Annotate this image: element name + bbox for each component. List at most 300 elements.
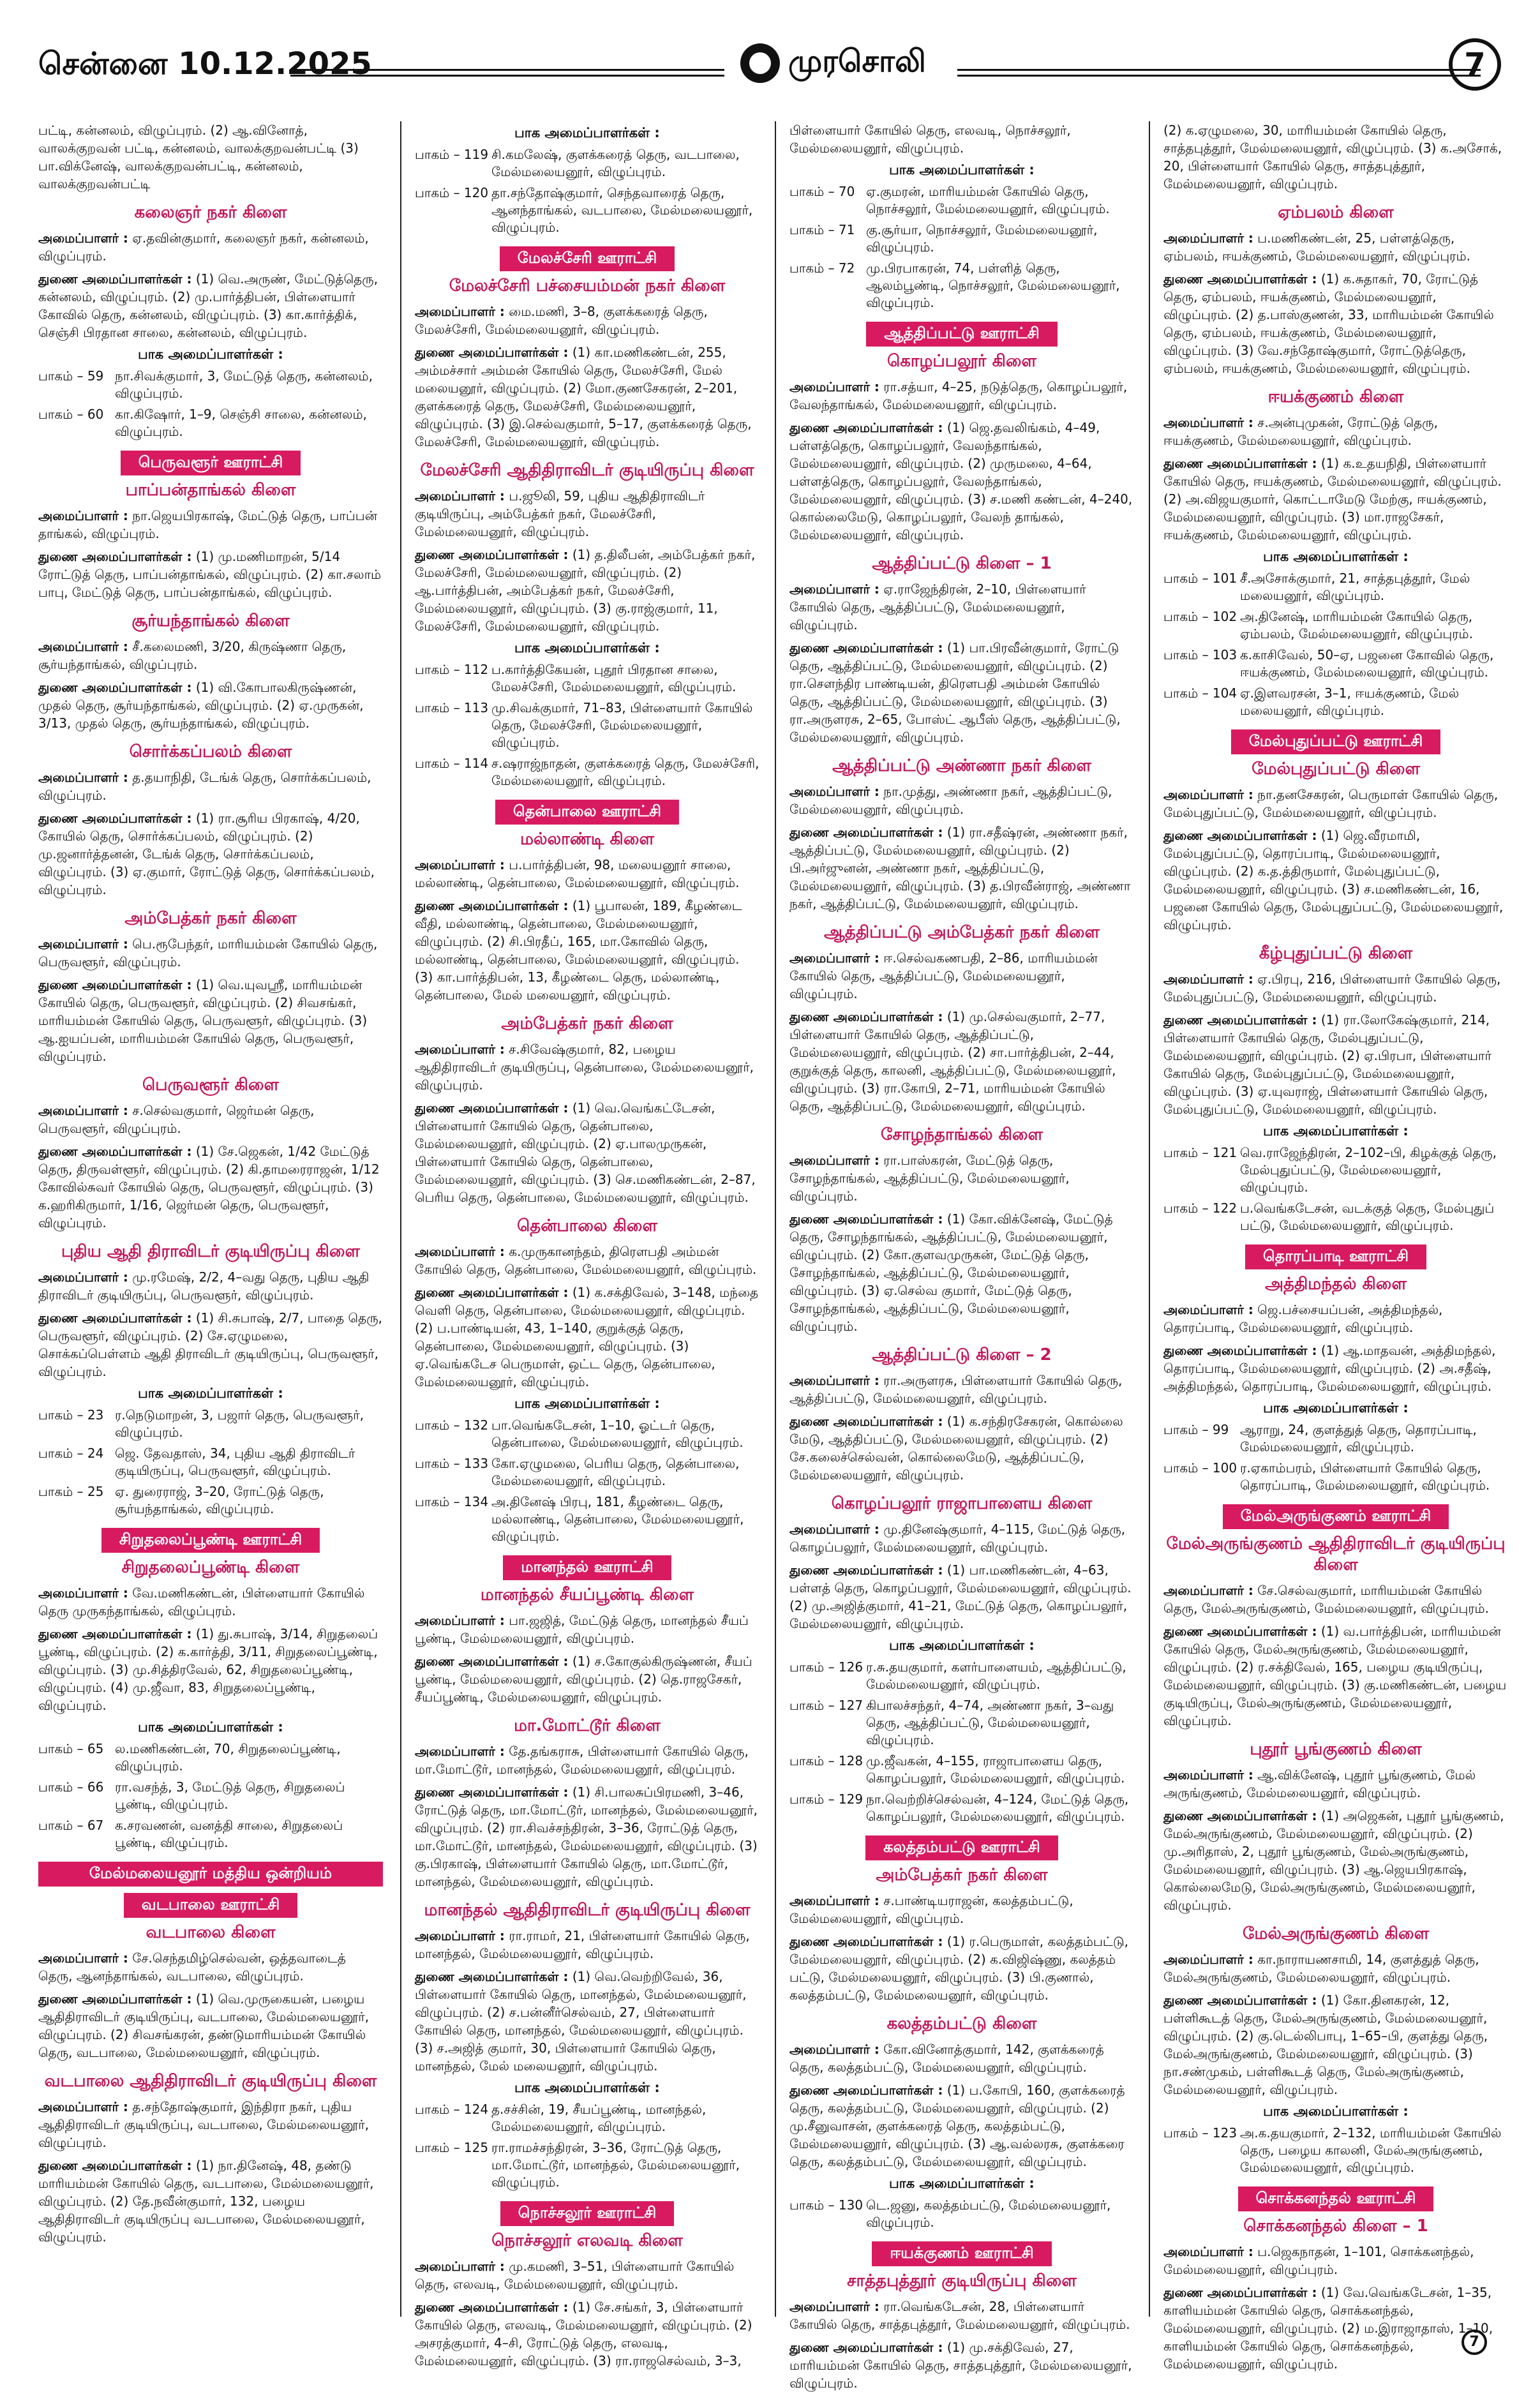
booth-address: தா.சந்தோஷ்குமார், செந்தவாரைத் தெரு, ஆனந்தாங்கல், வடபாலை, மேல்மலையனூர், விழுப்புரம். — [491, 185, 753, 235]
branch-title: மல்லாண்டி கிளை — [520, 830, 654, 849]
booth-number: பாகம் – 66 — [38, 1779, 104, 1795]
booth-row — [415, 2101, 759, 2135]
continued-text: பட்டி, கன்னலம், விழுப்புரம். (2) ஆ.வினோத், வாலக்குறவன் பட்டி, கன்னலம், வாலக்குறவன்பட்டி (3) பா.விக்னேஷ், வாலக்குறவன்பட்டி, கன்னலம், வாலக்குறவன்பட்டி — [38, 123, 359, 191]
branch-title: ஆத்திப்பட்டு அண்ணா நகர் கிளை — [832, 756, 1091, 775]
column-divider — [400, 121, 401, 2317]
booth-address: மு.ஜீவகன், 4–155, ராஜாபாளைய தெரு, கொழப்பலூர், மேல்மலையனூர், விழுப்புரம். — [866, 1753, 1125, 1786]
branch-section — [38, 121, 383, 193]
deputy-entry — [1163, 826, 1508, 934]
organizer-entry — [789, 580, 1134, 634]
organizer-label: அமைப்பாளர் : — [1163, 230, 1253, 246]
deputies-text: (1) சி.பாலசுப்பிரமணி, 3–46, ரோட்டுத் தெரு, மா.மோட்டூர், மானந்தல், மேல்மலையனூர், விழுப்புரம். (2) ரா.சிவச்சந்திரன், 3–36, ரோட்டுத் தெரு, மா.மோட்டூர், மானந்தல், மேல்மலையனூர், விழுப்புரம். (3) கு.பிரகாஷ், பிள்ளையார் கோயில் தெரு, மா.மோட்டூர், மானந்தல், மேல்மலையனூர், விழுப்புரம். — [415, 1784, 758, 1889]
booth-row — [789, 221, 1134, 256]
branch-title: அம்பேத்கர் நகர் கிளை — [124, 909, 297, 928]
deputies-label: துணை அமைப்பாளர்கள் : — [38, 1626, 192, 1641]
deputies-label: துணை அமைப்பாளர்கள் : — [1163, 456, 1317, 471]
deputies-text: (1) கோ.விக்னேஷ், மேட்டுத் தெரு, சோழந்தாங்கல், ஆத்திப்பட்டு, மேல்மலையனூர், விழுப்புரம். (2) கோ.குளவமுருகன், மேட்டுத் தெரு, சோழந்தாங்கல், ஆத்திப்பட்டு, மேல்மலையனூர், விழுப்புரம். (3) ஏ.செல்வ குமார், மேட்டுத் தெரு, சோழந்தாங்கல், ஆத்திப்பட்டு, மேல்மலையனூர், விழுப்புரம். — [789, 1211, 1113, 1334]
booth-number: பாகம் – 72 — [789, 260, 855, 276]
branch-title: மேலச்சேரி ஆதிதிராவிடர் குடியிருப்பு கிளை — [420, 461, 754, 480]
panchayat-banner: ஈயக்குணம் ஊராட்சி — [872, 2241, 1051, 2266]
organizer-label: அமைப்பாளர் : — [415, 1613, 505, 1628]
booth-number: பாகம் – 134 — [415, 1494, 489, 1509]
organizer-label: அமைப்பாளர் : — [38, 770, 128, 785]
deputies-text: (1) ர.பெருமாள், கலத்தம்பட்டு, மேல்மலையனூர், விழுப்புரம். (2) க.விஜிஷ்ணு, கலத்தம் பட்டு, மேல்மலையனூர், விழுப்புரம். (3) பி.குணால், கலத்தம்பட்டு, மேல்மலையனூர், விழுப்புரம். — [789, 1934, 1129, 2003]
organizer-text: ரா.பாஸ்கரன், மேட்டுத் தெரு, சோழந்தாங்கல், ஆத்திப்பட்டு, மேல்மலையனூர், விழுப்புரம். — [789, 1153, 1070, 1204]
branch-section — [415, 2201, 759, 2370]
organizer-label: அமைப்பாளர் : — [38, 230, 128, 246]
booth-row — [38, 1740, 383, 1775]
deputies-text: (1) வே.வெங்கடேசன், 1–35, காளியம்மன் கோயில் தெரு, சொக்கனந்தல், மேல்மலையனூர், விழுப்புரம். (2) ம.இராஜாதாஸ், 1–10, காளியம்மன் கோயில் தெரு, சொக்கனந்தல், மேல்மலையனூர், விழுப்புரம். — [1163, 2285, 1493, 2372]
organizer-label: அமைப்பாளர் : — [1163, 415, 1253, 430]
deputies-text: (1) சே.ஜெகன், 1/42 மேட்டுத் தெரு, திருவள்ளூர், விழுப்புரம். (2) கி.தாமரைராஜன், 1/12 கோவில்சுவர் கோயில் தெரு, பெருவளூர், விழுப்புரம். (3) க.ஹரிகிருமார், 1/16, ஜெர்மன் தெரு, பெருவளூர், விழுப்புரம். — [38, 1144, 380, 1230]
organizer-entry — [415, 1243, 759, 1278]
organizer-text: த.சந்தோஷ்குமார், இந்திரா நகர், புதிய ஆதிதிராவிடர் குடியிருப்பு, வடபாலை, மேல்மலையனூர், விழுப்புரம். — [38, 2099, 370, 2150]
booth-row — [1163, 1421, 1508, 1456]
branch-title: மேலச்சேரி பச்சையம்மன் நகர் கிளை — [449, 276, 726, 295]
deputies-text: (1) நா.தினேஷ், 48, தண்டு மாரியம்மன் கோயில் தெரு, வடபாலை, மேல்மலையனூர், விழுப்புரம். (2) தே.நவீன்குமார், 132, பழைய ஆதிதிராவிடர் குடியிருப்பு வடபாலை, மேல்மலையனூர், விழுப்புரம். — [38, 2158, 374, 2245]
organizer-label: அமைப்பாளர் : — [415, 857, 505, 872]
booth-row — [789, 183, 1134, 218]
booth-row — [38, 368, 383, 402]
booth-number: பாகம் – 130 — [789, 2197, 863, 2213]
organizer-entry — [789, 1892, 1134, 1927]
deputies-text: (1) ஜெ.தவலிங்கம், 4–49, பள்ளத்தெரு, கொழப்பலூர், வேலந்தாங்கல், மேல்மலையனூர், விழுப்புரம். (2) முருமலை, 4–64, பள்ளத்தெரு, கொழப்பலூர், வேலந்தாங்கல், மேல்மலையனூர், விழுப்புரம். (3) ச.மணி கண்டன், 4–240, கொல்லைமேடு, கொழப்பலூர், வேலந் தாங்கல், மேல்மலையனூர், விழுப்புரம். — [789, 420, 1133, 542]
organizer-text: நா.ஜெயபிரகாஷ், மேட்டுத் தெரு, பாப்பன் தாங்கல், விழுப்புரம். — [38, 508, 378, 541]
deputy-entry — [789, 1561, 1134, 1633]
organizer-entry — [1163, 229, 1508, 265]
booth-heading: பாக அமைப்பாளர்கள் : — [1263, 2104, 1409, 2119]
panchayat-banner: வடபாலை ஊராட்சி — [124, 1893, 298, 1918]
deputy-entry — [415, 343, 759, 451]
organizer-label: அமைப்பாளர் : — [415, 488, 505, 504]
branch-section — [38, 203, 383, 440]
deputies-label: துணை அமைப்பாளர்கள் : — [38, 1991, 192, 2007]
branch-title: மா.மோட்டூர் கிளை — [514, 1716, 661, 1735]
organizer-text: கா.நாராயணசாமி, 14, குளத்துத் தெரு, மேல்அருங்குணம், மேல்மலையனூர், விழுப்புரம். — [1163, 1952, 1479, 1985]
organizer-label: அமைப்பாளர் : — [1163, 1952, 1253, 1967]
deputy-entry — [1163, 1807, 1508, 1914]
booth-heading: பாக அமைப்பாளர்கள் : — [1263, 549, 1409, 564]
branch-section — [789, 1835, 1134, 2004]
organizer-text: ஏ.ராஜேந்திரன், 2–10, பிள்ளையார் கோயில் தெரு, ஆத்திப்பட்டு, மேல்மலையனூர், விழுப்புரம். — [789, 581, 1086, 632]
booth-address: ரா.வசந்த், 3, மேட்டுத் தெரு, சிறுதலைப் பூண்டி, விழுப்புரம். — [115, 1779, 345, 1812]
organizer-entry — [1163, 414, 1508, 449]
column-4 — [1163, 121, 1508, 2372]
organizer-label: அமைப்பாளர் : — [789, 2042, 879, 2057]
branch-section — [789, 923, 1134, 1115]
booth-number: பாகம் – 103 — [1163, 647, 1237, 662]
organizer-text: ஏ.பிரபு, 216, பிள்ளையார் கோயில் தெரு, மேல்புதுப்பட்டு, மேல்மலையனூர், விழுப்புரம். — [1163, 971, 1501, 1005]
organizer-label: அமைப்பாளர் : — [38, 508, 128, 523]
column-divider — [1149, 121, 1150, 2317]
organizer-entry — [1163, 2243, 1508, 2278]
organizer-entry — [415, 1742, 759, 1778]
deputy-entry — [38, 1990, 383, 2061]
organizer-label: அமைப்பாளர் : — [415, 304, 505, 319]
branch-title: அத்திமந்தல் கிளை — [1265, 1274, 1407, 1294]
column-divider — [775, 121, 776, 2317]
booth-number: பாகம் – 102 — [1163, 609, 1237, 624]
branch-title: மானந்தல் ஆதிதிராவிடர் குடியிருப்பு கிளை — [424, 1901, 751, 1920]
branch-title: கொழப்பலூர் கிளை — [887, 352, 1036, 371]
booth-number: பாகம் – 121 — [1163, 1145, 1237, 1160]
booth-address: ஆராறு, 24, குளத்துத் தெரு, தொரப்பாடி, மேல்மலையனூர், விழுப்புரம். — [1240, 1422, 1477, 1454]
deputies-text: (1) மு.செல்வகுமார், 2–77, பிள்ளையார் கோயில் தெரு, ஆத்திப்பட்டு, மேல்மலையனூர், விழுப்புரம். (2) சா.பார்த்திபன், 2–44, குறுக்குத் தெரு, காலனி, ஆத்திப்பட்டு, மேல்மலையனூர், விழுப்புரம். (3) ரா.கோபி, 2–71, மாரியம்மன் கோயில் தெரு, ஆத்திப்பட்டு, மேல்மலையனூர், விழுப்புரம். — [789, 1009, 1116, 1114]
rising-sun-logo-icon — [740, 43, 780, 83]
panchayat-banner: மேல்அருங்குணம் ஊராட்சி — [1223, 1504, 1449, 1529]
booth-number: பாகம் – 59 — [38, 368, 104, 384]
branch-section — [38, 1242, 383, 1518]
deputies-text: (1) பா.பிரவீன்குமார், ரோட்டு தெரு, ஆத்திப்பட்டு, மேல்மலையனூர், விழுப்புரம். (2) ரா.சௌந்திர பாண்டியன், திரௌபதி அம்மன் கோயில் தெரு, ஆத்திப்பட்டு, மேல்மலையனூர், விழுப்புரம். (3) ரா.அருளரசு, 2–65, போஸ்ட் ஆபீஸ் தெரு, ஆத்திப்பட்டு, மேல்மலையனூர், விழுப்புரம். — [789, 640, 1121, 745]
masthead — [38, 38, 1500, 108]
branch-title: வடபாலை ஆதிதிராவிடர் குடியிருப்பு கிளை — [44, 2072, 377, 2091]
branch-section — [38, 611, 383, 732]
booth-address: மு.சிவக்குமார், 71–83, பிள்ளையார் கோயில் தெரு, மேலச்சேரி, மேல்மலையனூர், விழுப்புரம். — [491, 700, 753, 750]
booth-row — [1163, 1144, 1508, 1196]
deputies-label: துணை அமைப்பாளர்கள் : — [789, 640, 943, 655]
organizer-text: தே.தங்கராசு, பிள்ளையார் கோயில் தெரு, மா.மோட்டூர், மானந்தல், மேல்மலையனூர், விழுப்புரம். — [415, 1744, 749, 1777]
deputies-text: (1) க.சுதாகர், 70, ரோட்டுத் தெரு, ஏம்பலம், ஈயக்குணம், மேல்மலையனூர், விழுப்புரம். (2) த.பாஸ்குணன், 33, மாரியம்மன் கோயில் தெரு, ஏம்பலம், ஈயக்குணம், மேல்மலையனூர், விழுப்புரம். (3) வே.சந்தோஷ்குமார், ரோட்டுத்தெரு, ஏம்பலம், ஈயக்குணம், மேல்மலையனூர், விழுப்புரம். — [1163, 271, 1494, 376]
booth-address: த.சச்சின், 19, சீயப்பூண்டி, மானந்தல், மேல்மலையனூர், விழுப்புரம். — [491, 2102, 706, 2134]
organizer-label: அமைப்பாளர் : — [789, 379, 879, 394]
booth-address: சீ.அசோக்குமார், 21, சாத்தபுத்தூர், மேல் மலையனூர், விழுப்புரம். — [1240, 571, 1470, 603]
booth-row — [1163, 1200, 1508, 1234]
booth-row — [38, 1779, 383, 1813]
booth-row — [789, 1659, 1134, 1693]
booth-row — [415, 184, 759, 236]
panchayat-banner: கலத்தம்பட்டு ஊராட்சி — [865, 1835, 1058, 1860]
deputy-entry — [1163, 1991, 1508, 2098]
deputies-label: துணை அமைப்பாளர்கள் : — [415, 1654, 569, 1669]
organizer-label: அமைப்பாளர் : — [789, 581, 879, 597]
deputies-text: (1) க.சக்திவேல், 3–148, மந்தை வெளி தெரு, தென்பாலை, மேல்மலையனூர், விழுப்புரம். (2) ப.பாண்டியன், 43, 1–140, குறுக்குத் தெரு, தென்பாலை, மேல்மலையனூர், விழுப்புரம். (3) ஏ.வெங்கடேச பெருமாள், ஒட்ட தெரு, தென்பாலை, மேல்மலையனூர், விழுப்புரம். — [415, 1285, 759, 1389]
branch-title: ஆத்திப்பட்டு கிளை – 1 — [872, 554, 1052, 573]
deputies-label: துணை அமைப்பாளர்கள் : — [38, 1144, 192, 1159]
organizer-entry — [38, 2098, 383, 2151]
deputies-label: துணை அமைப்பாளர்கள் : — [1163, 1624, 1317, 1639]
organizer-entry — [415, 2257, 759, 2293]
deputies-label: துணை அமைப்பாளர்கள் : — [789, 1211, 943, 1227]
branch-section — [1163, 944, 1508, 1234]
deputies-label: துணை அமைப்பாளர்கள் : — [789, 1934, 943, 1949]
deputies-label: துணை அமைப்பாளர்கள் : — [1163, 1808, 1317, 1823]
booth-number: பாகம் – 24 — [38, 1446, 104, 1461]
booth-address: கா.கிஷோர், 1–9, செஞ்சி சாலை, கன்னலம், விழுப்புரம். — [115, 407, 367, 439]
booth-number: பாகம் – 70 — [789, 184, 855, 199]
booth-row — [789, 1753, 1134, 1787]
deputies-label: துணை அமைப்பாளர்கள் : — [38, 271, 192, 287]
booth-row — [415, 1493, 759, 1545]
booth-address: ர.நெடுமாறன், 3, பஜார் தெரு, பெருவளூர், விழுப்புரம். — [115, 1407, 364, 1440]
organizer-entry — [38, 638, 383, 673]
organizer-text: ரா.ராமர், 21, பிள்ளையார் கோயில் தெரு, மானந்தல், மேல்மலையனூர், விழுப்புரம். — [415, 1928, 750, 1961]
masthead-rule-right — [957, 69, 1481, 77]
footer-page-number: 7 — [1462, 2329, 1487, 2355]
branch-section — [1163, 1504, 1508, 1730]
panchayat-banner: தொரப்பாடி ஊராட்சி — [1245, 1245, 1426, 1269]
branch-section — [1163, 387, 1508, 719]
deputy-entry — [1163, 1342, 1508, 1395]
panchayat-banner: மேலச்சேரி ஊராட்சி — [500, 246, 675, 271]
organizer-label: அமைப்பாளர் : — [415, 1042, 505, 1057]
deputies-label: துணை அமைப்பாளர்கள் : — [38, 1310, 192, 1326]
deputy-entry — [38, 976, 383, 1065]
branch-title: சிறுதலைப்பூண்டி கிளை — [121, 1558, 300, 1577]
deputies-text: (1) சி.சுபாஷ், 2/7, பாதை தெரு, பெருவளூர், விழுப்புரம். (2) சே.ஏழுமலை, சொக்கப்பெள்ளம் ஆதி திராவிடர் குடியிருப்பு, பெருவளூர், விழுப்புரம். — [38, 1310, 383, 1379]
organizer-text: ப.ஜெகநாதன், 1–101, சொக்கனந்தல், மேல்மலையனூர், விழுப்புரம். — [1163, 2244, 1474, 2277]
booth-row — [789, 260, 1134, 311]
issue-date: சென்னை 10.12.2025 — [38, 46, 372, 82]
organizer-entry — [415, 1040, 759, 1094]
deputies-text: (1) வெ.அருண், மேட்டுத்தெரு, கன்னலம், விழுப்புரம். (2) மு.பார்த்திபன், பிள்ளையார் கோவில் தெரு, கன்னலம், விழுப்புரம். (3) கா.கார்த்திக், செஞ்சி பிரதான சாலை, கன்னலம், விழுப்புரம். — [38, 271, 378, 340]
column-1 — [38, 121, 383, 2323]
deputies-text: (1) வெ.யுவஸ்ரீ, மாரியம்மன் கோயில் தெரு, பெருவளூர், விழுப்புரம். (2) சிவசங்கர், மாரியம்மன் கோயில் தெரு, பெருவளூர், விழுப்புரம். (3) ஆ.ஐயப்பன், மாரியம்மன் கோயில் தெரு, பெருவளூர், விழுப்புரம். — [38, 977, 368, 1064]
deputies-label: துணை அமைப்பாளர்கள் : — [1163, 1343, 1317, 1358]
booth-row — [415, 1417, 759, 1451]
organizer-label: அமைப்பாளர் : — [38, 1269, 128, 1285]
organizer-entry — [1163, 970, 1508, 1006]
booth-heading: பாக அமைப்பாளர்கள் : — [889, 1638, 1035, 1653]
deputies-text: (1) க.உதயநிதி, பிள்ளையார் கோயில் தெரு, ஈயக்குணம், மேல்மலையனூர், விழுப்புரம். (2) அ.விஜயகுமார், கொட்டாமேடு மேற்கு, ஈயக்குணம், மேல்மலையனூர், விழுப்புரம். (3) மா.ராஜசேகர், ஈயக்குணம், மேல்மலையனூர், விழுப்புரம். — [1163, 456, 1502, 542]
booth-row — [789, 2197, 1134, 2231]
organizer-entry — [1163, 1950, 1508, 1986]
branch-section — [789, 322, 1134, 544]
organizer-label: அமைப்பாளர் : — [789, 1153, 879, 1168]
organizer-text: சே.செல்வகுமார், மாரியம்மன் கோயில் தெரு, மேல்அருங்குணம், மேல்மலையனூர், விழுப்புரம். — [1163, 1583, 1489, 1616]
deputies-label: துணை அமைப்பாளர்கள் : — [38, 2158, 192, 2173]
booth-heading: பாக அமைப்பாளர்கள் : — [138, 1386, 283, 1401]
organizer-label: அமைப்பாளர் : — [789, 950, 879, 966]
deputies-text: (1) ஆ.மாதவன், அத்திமந்தல், தொரப்பாடி, மேல்மலையனூர், விழுப்புரம். (2) அ.சதீஷ், அத்திமந்தல், தொரப்பாடி, மேல்மலையனூர், விழுப்புரம். — [1163, 1343, 1496, 1394]
deputies-label: துணை அமைப்பாளர்கள் : — [415, 345, 569, 360]
deputy-entry — [789, 2081, 1134, 2171]
deputies-label: துணை அமைப்பாளர்கள் : — [789, 825, 943, 840]
organizer-entry — [789, 1520, 1134, 1556]
booth-address: ஏ. துரைராஜ், 3–20, ரோட்டுத் தெரு, சூர்யந்தாங்கல், விழுப்புரம். — [115, 1484, 324, 1516]
booth-address: கிபாலச்சந்தர், 4–74, அண்ணா நகர், 3–வது தெரு, ஆத்திப்பட்டு, மேல்மலையனூர், விழுப்புரம். — [866, 1698, 1114, 1747]
organizer-label: அமைப்பாளர் : — [38, 639, 128, 654]
booth-heading: பாக அமைப்பாளர்கள் : — [138, 1719, 283, 1735]
booth-number: பாகம் – 128 — [789, 1753, 863, 1768]
branch-title: கலத்தம்பட்டு கிளை — [886, 2014, 1037, 2033]
booth-address: ஏ.இளவரசன், 3–1, ஈயக்குணம், மேல் மலையனூர், விழுப்புரம். — [1240, 685, 1460, 718]
booth-address: நா.சிவக்குமார், 3, மேட்டுத் தெரு, கன்னலம், விழுப்புரம். — [115, 368, 373, 401]
deputies-text: (1) மு.சக்திவேல், 27, மாரியம்மன் கோயில் தெரு, சாத்தபுத்தூர், மேல்மலையனூர், விழுப்புரம். — [789, 2340, 1132, 2391]
deputies-label: துணை அமைப்பாளர்கள் : — [415, 1285, 569, 1300]
booth-address: சி.கமலேஷ், குளக்கரைத் தெரு, வடபாலை, மேல்மலையனூர், விழுப்புரம். — [491, 147, 740, 179]
booth-number: பாகம் – 23 — [38, 1407, 104, 1423]
deputy-entry — [415, 1652, 759, 1706]
branch-section — [38, 1528, 383, 1851]
organizer-label: அமைப்பாளர் : — [38, 1950, 128, 1966]
branch-title: அம்பேத்கர் நகர் கிளை — [501, 1014, 673, 1033]
organizer-text: ப.பார்த்திபன், 98, மலையனூர் சாலை, மல்லாண்டி, தென்பாலை, மேல்மலையனூர், விழுப்புரம். — [415, 857, 740, 890]
panchayat-banner: பெருவளூர் ஊராட்சி — [121, 451, 301, 475]
organizer-entry — [415, 303, 759, 338]
panchayat-banner: நொச்சலூர் ஊராட்சி — [500, 2201, 675, 2226]
deputies-label: துணை அமைப்பாளர்கள் : — [415, 1969, 569, 1984]
deputies-label: துணை அமைப்பாளர்கள் : — [789, 2082, 943, 2098]
branch-title: சொக்கனந்தல் கிளை – 1 — [1243, 2216, 1428, 2236]
branch-title: பாப்பன்தாங்கல் கிளை — [125, 481, 296, 500]
page-number: 7 — [1449, 38, 1501, 91]
organizer-text: மு.கமணி, 3–51, பிள்ளையார் கோயில் தெரு, எலவடி, மேல்மலையனூர், விழுப்புரம். — [415, 2259, 735, 2292]
organizer-entry — [38, 1268, 383, 1304]
booth-row — [415, 699, 759, 751]
deputies-text: (1) மு.மணிமாறன், 5/14 ரோட்டுத் தெரு, பாப்பன்தாங்கல், விழுப்புரம். (2) கா.சலாம் பாபு, மேட்டுத் தெரு, பாப்பன்தாங்கல், விழுப்புரம். — [38, 549, 382, 600]
booth-address: வெ.ராஜேந்திரன், 2–102–பி, கிழக்குத் தெரு, மேல்புதுப்பட்டு, மேல்மலையனூர், விழுப்புரம். — [1240, 1145, 1497, 1195]
branch-section — [1163, 121, 1508, 193]
deputies-label: துணை அமைப்பாளர்கள் : — [415, 1100, 569, 1116]
booth-number: பாகம் – 127 — [789, 1698, 863, 1713]
branch-title: பெருவளூர் கிளை — [142, 1075, 279, 1095]
branch-section — [789, 1345, 1134, 1484]
deputies-label: துணை அமைப்பாளர்கள் : — [1163, 828, 1317, 843]
branch-title: கலைஞர் நகர் கிளை — [134, 203, 287, 222]
organizer-label: அமைப்பாளர் : — [789, 1893, 879, 1908]
organizer-text: ச.சிவேஷ்குமார், 82, பழைய ஆதிதிராவிடர் குடியிருப்பு, தென்பாலை, மேல்மலையனூர், விழுப்புரம். — [415, 1042, 754, 1093]
organizer-entry — [789, 2298, 1134, 2333]
union-banner: மேல்மலையனூர் மத்திய ஒன்றியம் — [38, 1862, 383, 1887]
organizer-label: அமைப்பாளர் : — [415, 2259, 505, 2274]
organizer-label: அமைப்பாளர் : — [789, 2299, 879, 2314]
column-2 — [415, 121, 759, 2368]
deputy-entry — [38, 1142, 383, 1232]
organizer-text: ப.ஜூலி, 59, புதிய ஆதிதிராவிடர் குடியிருப்பு, அம்பேத்கர் நகர், மேலச்சேரி, மேல்மலையனூர், விழுப்புரம். — [415, 488, 705, 539]
panchayat-banner: சிறுதலைப்பூண்டி ஊராட்சி — [101, 1528, 320, 1553]
organizer-label: அமைப்பாளர் : — [415, 1244, 505, 1259]
branch-section — [789, 2014, 1134, 2231]
organizer-label: அமைப்பாளர் : — [789, 1521, 879, 1537]
branch-section — [415, 800, 759, 1004]
booth-row — [415, 755, 759, 789]
deputies-label: துணை அமைப்பாளர்கள் : — [38, 811, 192, 826]
branch-section — [1163, 1245, 1508, 1494]
deputies-label: துணை அமைப்பாளர்கள் : — [415, 547, 569, 562]
deputies-text: (1) பூபாலன், 189, கீழண்டை வீதி, மல்லாண்டி, தென்பாலை, மேல்மலையனூர், விழுப்புரம். (2) சி.பிரதீப், 165, மா.கோவில் தெரு, மல்லாண்டி, தென்பாலை, மேல்மலையனூர், விழுப்புரம். (3) கா.பார்த்திபன், 13, கீழண்டை தெரு, மல்லாண்டி, தென்பாலை, மேல் மலையனூர், விழுப்புரம். — [415, 898, 742, 1003]
organizer-label: அமைப்பாளர் : — [789, 1373, 879, 1388]
organizer-text: ச.அன்புமுகன், ரோட்டுத் தெரு, ஈயக்குணம், மேல்மலையனூர், விழுப்புரம். — [1163, 415, 1438, 448]
organizer-text: ரா.அருளரசு, பிள்ளையார் கோயில் தெரு, ஆத்திப்பட்டு, மேல்மலையனூர், விழுப்புரம். — [789, 1373, 1123, 1406]
booth-row — [1163, 570, 1508, 604]
continued-text: பிள்ளையார் கோயில் தெரு, எலவடி, நொச்சலூர், மேல்மலையனூர், விழுப்புரம். — [789, 123, 1071, 156]
deputy-entry — [415, 1099, 759, 1206]
masthead-rule-left — [290, 69, 724, 77]
organizer-entry — [415, 1611, 759, 1647]
panchayat-banner: சொக்கனந்தல் ஊராட்சி — [1238, 2186, 1434, 2211]
organizer-text: சே.செந்தமிழ்செல்வன், ஒத்தவாடைத் தெரு, ஆனந்தாங்கல், வடபாலை, விழுப்புரம். — [38, 1950, 346, 1984]
booth-number: பாகம் – 129 — [789, 1791, 863, 1807]
organizer-label: அமைப்பாளர் : — [1163, 787, 1253, 802]
booth-row — [38, 1445, 383, 1479]
deputy-entry — [415, 1283, 759, 1391]
deputies-label: துணை அமைப்பாளர்கள் : — [789, 2340, 943, 2355]
organizer-entry — [38, 507, 383, 542]
deputy-entry — [415, 897, 759, 1004]
deputy-entry — [415, 546, 759, 635]
organizer-entry — [789, 782, 1134, 818]
organizer-label: அமைப்பாளர் : — [415, 1928, 505, 1943]
branch-title: அம்பேத்கர் நகர் கிளை — [876, 1865, 1048, 1885]
branch-section — [789, 1494, 1134, 1825]
organizer-label: அமைப்பாளர் : — [38, 2099, 128, 2114]
deputies-text: (1) சே.சங்கர், 3, பிள்ளையார் கோயில் தெரு, எலவடி, மேல்மலையனூர், விழுப்புரம். (2) அசரத்குமார், 4–சி, ரோட்டுத் தெரு, எலவடி, மேல்மலையனூர், விழுப்புரம். (3) ரா.ராஜசெல்வம், 3–3, — [415, 2299, 752, 2368]
deputy-entry — [415, 1783, 759, 1890]
deputy-entry — [1163, 454, 1508, 544]
deputy-entry — [415, 1968, 759, 2075]
branch-section — [789, 1125, 1134, 1335]
branch-section — [789, 554, 1134, 746]
branch-section — [415, 246, 759, 451]
booth-row — [38, 1817, 383, 1851]
organizer-entry — [38, 1584, 383, 1620]
deputy-entry — [789, 1412, 1134, 1484]
booth-heading: பாக அமைப்பாளர்கள் : — [514, 2080, 660, 2095]
continued-text: (2) க.ஏழுமலை, 30, மாரியம்மன் கோயில் தெரு, சாத்தபுத்தூர், மேல்மலையனூர், விழுப்புரம். (3) க.அசோக், 20, பிள்ளையார் கோயில் தெரு, சாத்தபுத்தூர், மேல்மலையனூர், விழுப்புரம். — [1163, 123, 1502, 191]
branch-title: சூர்யந்தாங்கல் கிளை — [131, 611, 290, 631]
deputy-entry — [38, 1625, 383, 1714]
deputies-text: (1) வெ.வெங்கட்டேசன், பிள்ளையார் கோயில் தெரு, தென்பாலை, மேல்மலையனூர், விழுப்புரம். (2) ஏ.பாலமுருகன், பிள்ளையார் கோயில் தெரு, தென்பாலை, மேல்மலையனூர், விழுப்புரம். (3) செ.மணிகண்டன், 2–87, பெரிய தெரு, தென்பாலை, மேல்மலையனூர், விழுப்புரம். — [415, 1100, 756, 1205]
branch-section — [38, 909, 383, 1065]
booth-address: கு.சூர்யா, நொச்சலூர், மேல்மலையனூர், விழுப்புரம். — [866, 222, 1098, 255]
booth-number: பாகம் – 71 — [789, 222, 855, 237]
booth-address: ரா.ராமச்சந்திரன், 3–36, ரோட்டுத் தெரு, மா.மோட்டூர், மானந்தல், மேல்மலையனூர், விழுப்புரம். — [491, 2140, 740, 2190]
branch-section — [38, 2072, 383, 2246]
branch-title: புதிய ஆதி திராவிடர் குடியிருப்பு கிளை — [61, 1242, 360, 1261]
booth-address: அ.க.தயகுமார், 2–132, மாரியம்மன் கோயில் தெரு, பழைய காலனி, மேல்அருங்குணம், மேல்மலையனூர், விழுப்புரம். — [1240, 2125, 1502, 2175]
branch-section — [415, 1216, 759, 1545]
booth-row — [415, 1455, 759, 1490]
booth-heading: பாக அமைப்பாளர்கள் : — [514, 1396, 660, 1411]
branch-title: தென்பாலை கிளை — [517, 1216, 657, 1236]
organizer-label: அமைப்பாளர் : — [1163, 971, 1253, 987]
booth-number: பாகம் – 65 — [38, 1741, 104, 1756]
branch-section — [789, 121, 1134, 311]
branch-section — [1163, 203, 1508, 377]
deputies-label: துணை அமைப்பாளர்கள் : — [38, 680, 192, 695]
panchayat-banner: மேல்புதுப்பட்டு ஊராட்சி — [1231, 729, 1441, 754]
branch-title: மேல்அருங்குணம் கிளை — [1242, 1924, 1430, 1943]
deputies-text: (1) பா.மணிகண்டன், 4–63, பள்ளத் தெரு, கொழப்பலூர், மேல்மலையனூர், விழுப்புரம். (2) மு.அஜித்குமார், 41–21, மேட்டுத் தெரு, கொழப்பலூர், மேல்மலையனூர், விழுப்புரம். — [789, 1562, 1132, 1631]
organizer-entry — [38, 1102, 383, 1137]
deputies-text: (1) ச.கோகுல்கிருஷ்ணன், சீயப் பூண்டி, மேல்மலையனூர், விழுப்புரம். (2) தெ.ராஜசேகர், சீயப்பூண்டி, மேல்மலையனூர், விழுப்புரம். — [415, 1654, 752, 1705]
organizer-entry — [1163, 1581, 1508, 1617]
deputies-text: (1) வெ.முருகையன், பழைய ஆதிதிராவிடர் குடியிருப்பு, வடபாலை, மேல்மலையனூர், விழுப்புரம். (2) சிவசங்கரன், தண்டுமாரியம்மன் கோயில் தெரு, வடபாலை, மேல்மலையனூர், விழுப்புரம். — [38, 1991, 370, 2060]
booth-row — [1163, 1460, 1508, 1494]
deputies-label: துணை அமைப்பாளர்கள் : — [415, 1784, 569, 1800]
branch-title: கொழப்பலூர் ராஜாபாளைய கிளை — [831, 1494, 1093, 1513]
branch-title: நொச்சலூர் எலவடி கிளை — [491, 2231, 683, 2250]
branch-section — [789, 756, 1134, 913]
booth-row — [1163, 608, 1508, 643]
booth-number: பாகம் – 104 — [1163, 685, 1237, 701]
deputies-label: துணை அமைப்பாளர்கள் : — [789, 1562, 943, 1578]
booth-number: பாகம் – 120 — [415, 185, 489, 200]
deputy-entry — [38, 809, 383, 899]
branch-title: ஆத்திப்பட்டு அம்பேத்கர் நகர் கிளை — [824, 923, 1100, 942]
organizer-text: பா.ஜஜித், மேட்டுத் தெரு, மானந்தல் சீயப் பூண்டி, மேல்மலையனூர், விழுப்புரம். — [415, 1613, 749, 1646]
organizer-label: அமைப்பாளர் : — [1163, 1302, 1253, 1317]
booth-number: பாகம் – 60 — [38, 407, 104, 422]
branch-title: கீழ்புதுப்பட்டு கிளை — [1259, 944, 1413, 963]
branch-section — [1163, 1924, 1508, 2176]
booth-number: பாகம் – 119 — [415, 147, 489, 162]
booth-row — [789, 1697, 1134, 1749]
organizer-label: அமைப்பாளர் : — [1163, 2244, 1253, 2259]
deputy-entry — [789, 823, 1134, 913]
deputies-text: (1) ரா.லோகேஷ்குமார், 214, பிள்ளையார் கோயில் தெரு, மேல்புதுப்பட்டு, மேல்மலையனூர், விழுப்புரம். (2) ஏ.பிரபா, பிள்ளையார் கோயில் தெரு, மேல்புதுப்பட்டு, மேல்மலையனூர், விழுப்புரம். (3) ஏ.யுவராஜ், பிள்ளையார் கோயில் தெரு, மேல்புதுப்பட்டு, மேல்மலையனூர், விழுப்புரம். — [1163, 1012, 1491, 1117]
branch-title: மேல்புதுப்பட்டு கிளை — [1252, 759, 1420, 779]
